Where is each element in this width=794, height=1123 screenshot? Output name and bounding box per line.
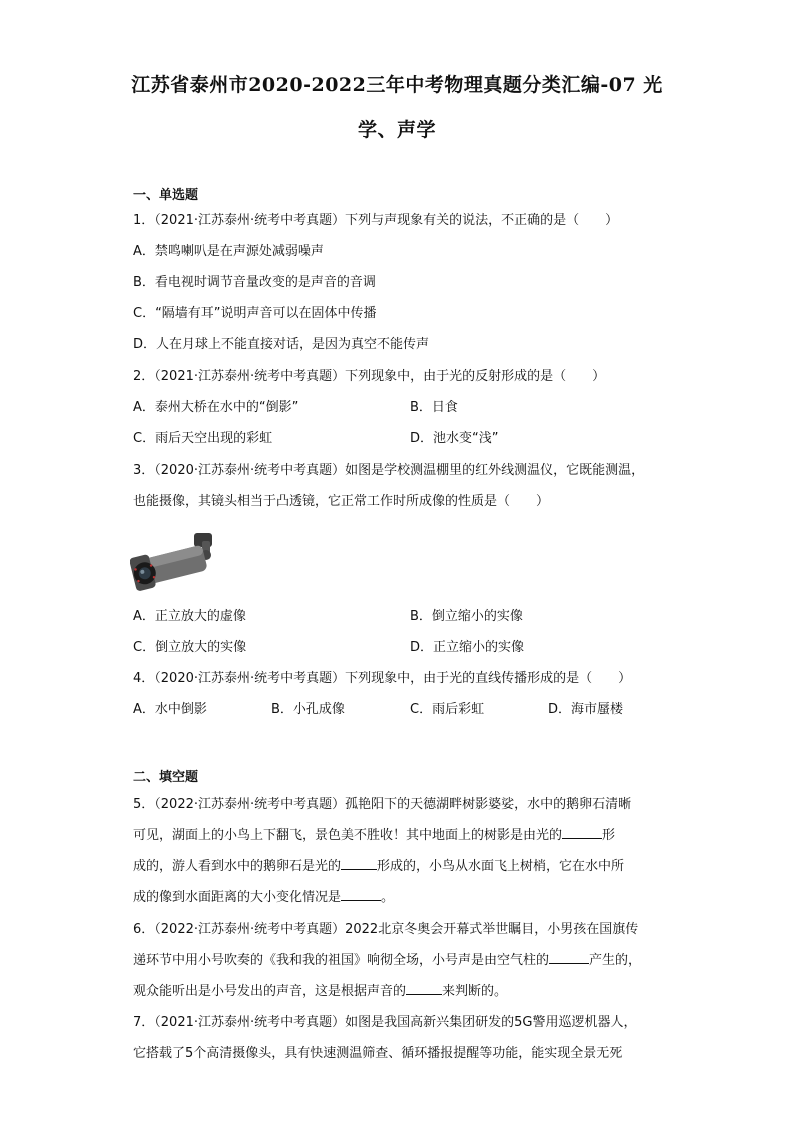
answer-blank[interactable] [341, 857, 377, 870]
question-2-option-d: D．池水变“浅” [410, 431, 499, 446]
answer-blank[interactable] [549, 951, 589, 964]
question-6-line1: 6．（2022·江苏泰州·统考中考真题）2022北京冬奥会开幕式举世瞩目，小男孩在国旗传 [133, 922, 639, 937]
question-2-option-b: B．日食 [410, 400, 458, 415]
question-1-option-b: B．看电视时调节音量改变的是声音的音调 [133, 275, 376, 290]
question-1-option-a: A．禁鸣喇叭是在声源处减弱噪声 [133, 244, 324, 259]
answer-blank[interactable] [406, 982, 442, 995]
question-5-line2-text: 可见，湖面上的小鸟上下翻飞，景色美不胜收！其中地面上的树影是由光的 [133, 828, 563, 843]
question-4-stem: 4．（2020·江苏泰州·统考中考真题）下列现象中，由于光的直线传播形成的是（ ） [133, 671, 632, 686]
section-heading-single-choice: 一、单选题 [133, 188, 199, 203]
question-1-option-d: D．人在月球上不能直接对话，是因为真空不能传声 [133, 337, 430, 352]
question-5-line4-text: 成的像到水面距离的大小变化情况是 [133, 890, 342, 905]
section-heading-fill-in: 二、填空题 [133, 770, 199, 785]
question-5-line4-tail: 。 [381, 890, 395, 905]
question-2-option-c: C．雨后天空出现的彩虹 [133, 431, 273, 446]
question-5-line2-tail: 形 [602, 828, 616, 843]
document-title-line1: 江苏省泰州市2020-2022三年中考物理真题分类汇编-07 光 [131, 74, 663, 96]
question-3-stem-line1: 3．（2020·江苏泰州·统考中考真题）如图是学校测温棚里的红外线测温仪，它既能测温， [133, 463, 645, 478]
answer-blank[interactable] [341, 888, 381, 901]
question-6-line2 [133, 951, 641, 971]
question-5-line4 [133, 888, 394, 908]
question-4-option-d: D．海市蜃楼 [548, 702, 624, 717]
infrared-camera-image [130, 531, 220, 593]
question-5-line3-tail: 形成的，小鸟从水面飞上树梢，它在水中所 [377, 859, 625, 874]
question-3-option-d: D．正立缩小的实像 [410, 640, 525, 655]
question-3-option-b: B．倒立缩小的实像 [410, 609, 523, 624]
question-6-line3 [133, 982, 507, 1002]
question-5-line2 [133, 826, 615, 846]
question-5-line3 [133, 857, 624, 877]
question-6-line2-tail: 产生的， [589, 953, 642, 968]
answer-blank[interactable] [562, 826, 602, 839]
question-5-line3-text: 成的，游人看到水中的鹅卵石是光的 [133, 859, 342, 874]
question-6-line2-text: 递环节中用小号吹奏的《我和我的祖国》响彻全场，小号声是由空气柱的 [133, 953, 550, 968]
question-7-line1: 7．（2021·江苏泰州·统考中考真题）如图是我国高新兴集团研发的5G警用巡逻机器人， [133, 1015, 637, 1030]
question-3-stem-line2: 也能摄像，其镜头相当于凸透镜，它正常工作时所成像的性质是（ ） [133, 494, 550, 509]
question-3-option-c: C．倒立放大的实像 [133, 640, 247, 655]
question-4-option-b: B．小孔成像 [271, 702, 345, 717]
question-5-line1: 5．（2022·江苏泰州·统考中考真题）孤艳阳下的天德湖畔树影婆娑，水中的鹅卵石清晰 [133, 797, 632, 812]
question-6-line3-text: 观众能听出是小号发出的声音，这是根据声音的 [133, 984, 407, 999]
question-2-option-a: A．泰州大桥在水中的“倒影” [133, 400, 299, 415]
question-4-option-c: C．雨后彩虹 [410, 702, 485, 717]
question-6-line3-tail: 来判断的。 [442, 984, 508, 999]
question-1-stem: 1．（2021·江苏泰州·统考中考真题）下列与声现象有关的说法，不正确的是（ ） [133, 213, 619, 228]
question-3-option-a: A．正立放大的虚像 [133, 609, 246, 624]
question-1-option-c: C．“隔墙有耳”说明声音可以在固体中传播 [133, 306, 377, 321]
question-4-option-a: A．水中倒影 [133, 702, 207, 717]
question-7-line2: 它搭载了5个高清摄像头，具有快速测温筛查、循环播报提醒等功能，能实现全景无死 [133, 1046, 623, 1061]
document-title-line2: 学、声学 [357, 119, 436, 141]
question-2-stem: 2．（2021·江苏泰州·统考中考真题）下列现象中，由于光的反射形成的是（ ） [133, 369, 606, 384]
